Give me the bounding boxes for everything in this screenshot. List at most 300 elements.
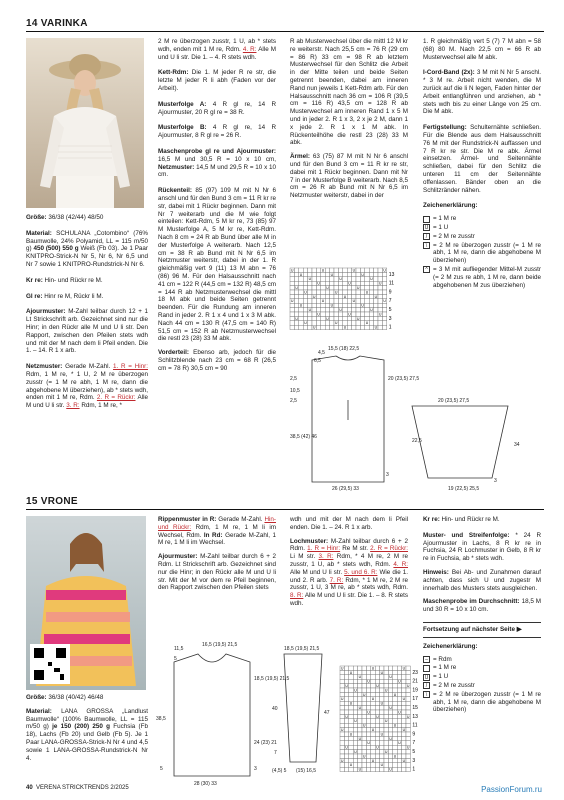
chart-cell	[290, 303, 294, 307]
chart-cell	[308, 316, 312, 320]
chart-cell	[369, 321, 373, 325]
chart-cell	[340, 706, 344, 710]
chart-cell	[352, 303, 356, 307]
chart-cell	[393, 679, 397, 683]
chart-cell	[338, 312, 342, 316]
netz-text: Alle M und U li str. Die 1. – 4. R stets wdh.	[158, 45, 277, 61]
chart-cell	[397, 684, 401, 688]
chart-cell	[360, 321, 364, 325]
chart-cell	[371, 684, 375, 688]
chart-cell	[397, 670, 401, 674]
chart-cell	[375, 697, 379, 701]
chart-row-label: 9	[412, 731, 416, 738]
dim-label: 19 (22,5) 25,5	[448, 486, 480, 492]
chart-cell	[299, 312, 303, 316]
chart-cell	[294, 308, 298, 312]
material-amount: 450 (500) 550 g	[33, 245, 79, 253]
chart-cell	[388, 732, 392, 736]
row-marker: Hin- und Rückr:	[158, 516, 276, 531]
netz-text: Rdm, 1 M re, *	[81, 402, 122, 410]
gauge-text-2: 14,5 M und 29,5 R = 10 x 10 cm.	[158, 163, 277, 179]
chart-symbol: U	[291, 268, 294, 273]
chart-cell	[353, 692, 357, 696]
legend-text: = 3 M mit aufliegender Mittel-M zusstr (= 2 M zus re abh, 1 M re, dann beide abgehobenen M zus überziehen)	[433, 265, 541, 289]
sleeve-text: 63 (75) 87 M mit N Nr 6 anschl und für den Bund 3 cm = 11 R kr re str, dabei mit 1 Rückr beginnen. Dann mit Nr 7 in der Musterfolge B weiterarb. Nach 8,5 cm = 26 R ab Bund mit N Nr 6,5 im Netzmuster weiterstr, dabei in der	[290, 153, 408, 200]
chart-cell	[388, 701, 392, 705]
chart-cell	[365, 316, 369, 320]
chart-row-label: 9	[388, 289, 392, 296]
chart-cell	[380, 750, 384, 754]
chart-symbol: U	[393, 692, 397, 697]
chart-cell	[299, 294, 303, 298]
size-label: Größe:	[26, 214, 47, 221]
mfa-text: 4 R gl re, 14 R Ajourmuster, 20 R gl re = 38 R.	[158, 100, 276, 116]
chart-cell	[402, 692, 406, 696]
chart-cell	[406, 767, 410, 771]
chart-cell	[380, 710, 384, 714]
chart-symbol: U	[402, 758, 406, 763]
material-text: SCHULANA „Cotombino“ (76% Baumwolle, 24% Polyamid, LL = 115 m/50 g)	[26, 229, 148, 253]
chart-symbol: U	[385, 688, 388, 693]
chart-cell	[402, 706, 406, 710]
chart-cell	[388, 670, 392, 674]
chart-cell	[371, 719, 375, 723]
chart-cell	[290, 277, 294, 281]
chart-cell	[312, 316, 316, 320]
chart-cell	[343, 303, 347, 307]
chart-cell	[353, 701, 357, 705]
chart-cell	[321, 308, 325, 312]
chart-cell	[375, 754, 379, 758]
icord-label: I-Cord-Band (2x):	[423, 69, 475, 77]
chart-cell	[340, 710, 344, 714]
chart-symbol: U	[308, 308, 312, 312]
chart-cell	[344, 666, 348, 670]
chart-cell	[388, 763, 392, 767]
chart-cell	[378, 325, 382, 329]
watermark: PassionForum.ru	[481, 785, 542, 794]
chart-cell	[393, 710, 397, 714]
chart-cell	[375, 670, 379, 674]
chart-cell	[349, 706, 353, 710]
chart-cell	[362, 710, 366, 714]
chart-cell	[325, 308, 329, 312]
chart-cell	[388, 754, 392, 758]
chart-cell	[352, 290, 356, 294]
chart-cell	[290, 281, 294, 285]
chart-symbol: U	[358, 675, 362, 680]
chart-cell	[388, 741, 392, 745]
chart-cell	[397, 763, 401, 767]
chart-cell	[352, 325, 356, 329]
chart-cell	[340, 684, 344, 688]
legend-vrone	[423, 656, 541, 715]
chart-cell	[365, 308, 369, 312]
chart-cell	[344, 767, 348, 771]
chart-cell	[316, 290, 320, 294]
chart-cell	[347, 321, 351, 325]
chart-cell	[388, 719, 392, 723]
chart-cell	[374, 299, 378, 303]
chart-cell	[334, 316, 338, 320]
legend-item	[423, 656, 541, 664]
chart-cell	[347, 290, 351, 294]
chart-cell	[406, 750, 410, 754]
chart-cell	[397, 732, 401, 736]
chart-cell	[402, 670, 406, 674]
chart-symbol: U	[385, 750, 388, 754]
section-title: 14 VARINKA	[26, 18, 88, 29]
chart-cell	[340, 754, 344, 758]
section-title: 15 VRONE	[26, 496, 78, 507]
chart-cell	[330, 294, 334, 298]
vrone-col3	[290, 516, 408, 613]
chart-cell	[360, 325, 364, 329]
chart-cell	[393, 701, 397, 705]
chart-cell	[358, 758, 362, 762]
chart-cell	[374, 321, 378, 325]
lace-text: Rdm, * 1 M re, 2 M re zusstr, 1 U, 3 M re, ab * stets wdh, Rdm.	[290, 576, 409, 592]
rib-text: Gerade M-Zahl.	[218, 516, 263, 523]
chart-cell	[388, 710, 392, 714]
chart-cell	[375, 723, 379, 727]
chart-cell	[362, 719, 366, 723]
legend-title: Zeichenerklärung:	[423, 202, 478, 210]
chart-row-label: 13	[388, 271, 395, 278]
chart-cell	[397, 701, 401, 705]
chart-cell	[299, 290, 303, 294]
chart-cell	[340, 745, 344, 749]
chart-cell	[358, 732, 362, 736]
chart-cell	[303, 308, 307, 312]
legend-symbol	[423, 665, 430, 672]
chart-symbol: U	[380, 670, 384, 675]
chart-cell	[356, 308, 360, 312]
chart-cell	[375, 763, 379, 767]
chart-cell	[382, 321, 386, 325]
chart-symbol: U	[389, 767, 392, 772]
chart-cell	[294, 303, 298, 307]
note-label: Hinweis:	[423, 568, 449, 576]
chart-row-label: 19	[412, 687, 418, 694]
stitch-chart-vrone	[340, 666, 418, 780]
chart-cell	[384, 710, 388, 714]
chart-symbol: U	[371, 666, 375, 671]
chart-cell	[356, 268, 360, 272]
chart-symbol: U	[354, 750, 357, 754]
front-text-cont: R ab Musterwechsel über die mittl 12 M kr re weiterstr. Nach 25,5 cm = 76 R (29 cm = 86 R) 33 cm = 98 R ab letztem Musterwechsel für den Schlitz die Arbeit in der Mitte teilen und beide Seiten getrennt beenden, dabei am inneren Rand nun jeweils 1 Kett-Rdm arb. Für den Halsausschnitt nach 36 cm = 106 R (39,5 cm = 116 R) 43,5 cm = 128 R ab Musterwechsel am inneren Rand 1 x 5 M und in jeder 2. R 1 x 3, 2 x je 2 M, dann 1 x jede 2. R 1 x 1 M abk. In Rückenteilhöhe die restl 23 (28) 33 M abk.	[290, 38, 408, 147]
rib-text: Gerade M-Zahl, 1 M re, 1 M li im Wechsel.	[158, 531, 277, 547]
dim-label: 11,5	[174, 646, 184, 652]
dim-label: 47	[324, 710, 330, 716]
chart-symbol: U	[357, 286, 360, 290]
row-marker: 1. R = Hinr:	[307, 545, 341, 553]
chart-cell	[382, 294, 386, 298]
chart-cell	[303, 303, 307, 307]
dim-label: 4,5	[318, 350, 325, 356]
front-label: Vorderteil:	[158, 349, 190, 357]
chart-cell	[338, 299, 342, 303]
chart-cell	[380, 679, 384, 683]
chart-cell	[344, 701, 348, 705]
chart-row-label: 13	[412, 713, 418, 720]
model-photo-vrone	[26, 516, 146, 690]
lace-text: Alle M und U li str. Die 1. – 8. R stets wdh.	[290, 592, 408, 607]
chart-cell	[303, 299, 307, 303]
chart-cell	[380, 706, 384, 710]
chart-symbol: U	[393, 723, 397, 728]
dim-label: 26 (29,5) 33	[332, 486, 359, 492]
chart-symbol: U	[352, 299, 356, 304]
chart-cell	[330, 316, 334, 320]
chart-row-label: 1	[388, 324, 392, 331]
chart-cell	[349, 697, 353, 701]
chart-cell	[374, 268, 378, 272]
chart-cell	[352, 308, 356, 312]
chart-symbol: U	[380, 732, 384, 737]
chart-cell	[347, 286, 351, 290]
chart-cell	[375, 741, 379, 745]
chart-cell	[356, 281, 360, 285]
chart-cell	[380, 754, 384, 758]
chart-cell	[340, 723, 344, 727]
chart-cell	[393, 767, 397, 771]
chart-cell	[371, 714, 375, 718]
chart-cell	[349, 679, 353, 683]
kr-text: Hin- und Rückr re M.	[44, 276, 103, 284]
legend-item	[423, 673, 541, 681]
chart-symbol: U	[385, 719, 388, 724]
chart-cell	[388, 750, 392, 754]
chart-cell	[366, 692, 370, 696]
size-value: 36/38 (40/42) 46/48	[48, 694, 104, 701]
chart-cell	[358, 666, 362, 670]
chart-cell	[382, 272, 386, 276]
magazine-name: VERENA STRICKTRENDS 2/2025	[36, 785, 129, 791]
dim-label: 5	[160, 766, 163, 772]
chart-cell	[382, 308, 386, 312]
ajour-text: M-Zahl teilbar durch 12 + 1 Lt Strickschrift arb. Gezeichnet sind nur die Hinr; in den Rückr alle M und U li str. Den Rapport, zwischen den Pfeilen stets wdh und mit der M nach dem li Pfeil enden. Die 1. – 14. R 1 x arb.	[26, 308, 148, 355]
sleeve-text-cont: 1. R gleichmäßig vert 5 (7) 7 M abn = 58 (68) 80 M. Nach 22,5 cm = 66 R ab Musterwechsel alle M abk.	[423, 38, 541, 61]
chart-cell	[362, 697, 366, 701]
chart-cell	[334, 268, 338, 272]
chart-cell	[330, 281, 334, 285]
chart-symbol: U	[354, 719, 357, 724]
gauge-text: 18,5 M und 30 R = 10 x 10 cm.	[423, 598, 542, 614]
chart-cell	[371, 710, 375, 714]
chart-cell	[371, 763, 375, 767]
chart-cell	[365, 277, 369, 281]
chart-cell	[406, 763, 410, 767]
chart-cell	[343, 290, 347, 294]
chart-symbol: U	[393, 754, 397, 759]
chart-cell	[349, 714, 353, 718]
chart-cell	[347, 303, 351, 307]
chart-cell	[347, 294, 351, 298]
chart-cell	[388, 697, 392, 701]
dim-label: (15) 16,5	[296, 768, 317, 774]
chart-cell	[369, 312, 373, 316]
chart-cell	[338, 303, 342, 307]
chart-cell	[340, 714, 344, 718]
chart-row-label: 1	[412, 766, 416, 773]
chart-cell	[366, 684, 370, 688]
chart-cell	[353, 666, 357, 670]
chart-cell	[374, 281, 378, 285]
chart-cell	[325, 290, 329, 294]
legend-text: = 2 M re zusstr	[433, 681, 475, 689]
dim-label: 18,5 (19,5) 21,5	[284, 646, 320, 652]
chart-cell	[382, 286, 386, 290]
material-label: Material:	[26, 229, 52, 237]
chart-cell	[338, 325, 342, 329]
chart-cell	[382, 281, 386, 285]
chart-cell	[308, 312, 312, 316]
dim-label: 2,5	[290, 398, 297, 404]
chart-cell	[366, 732, 370, 736]
chart-cell	[353, 736, 357, 740]
chart-symbol: U	[357, 316, 360, 321]
chart-symbol: U	[402, 728, 406, 732]
legend-symbol: /	[423, 233, 430, 240]
chart-cell	[349, 710, 353, 714]
chart-cell	[374, 316, 378, 320]
chart-cell	[303, 312, 307, 316]
chart-cell	[366, 750, 370, 754]
chart-cell	[406, 675, 410, 679]
chart-cell	[380, 684, 384, 688]
chart-cell	[369, 299, 373, 303]
chart-cell	[362, 679, 366, 683]
chart-cell	[378, 321, 382, 325]
chart-symbol: U	[317, 312, 320, 317]
dim-label: 3	[254, 766, 257, 772]
chart-cell	[388, 684, 392, 688]
schematic-sleeve-vrone	[270, 644, 336, 784]
chart-cell	[340, 688, 344, 692]
chart-cell	[371, 736, 375, 740]
chart-cell	[353, 684, 357, 688]
chart-cell	[375, 710, 379, 714]
chart-cell	[352, 281, 356, 285]
chart-cell	[344, 750, 348, 754]
chart-cell	[374, 303, 378, 307]
chart-cell	[362, 741, 366, 745]
chart-cell	[384, 723, 388, 727]
chart-cell	[349, 736, 353, 740]
chart-cell	[352, 316, 356, 320]
chart-cell	[388, 728, 392, 732]
chart-cell	[343, 299, 347, 303]
dim-label: 24 (23) 21	[254, 740, 277, 746]
chart-cell	[380, 675, 384, 679]
chart-symbol: U	[365, 321, 369, 326]
chart-cell	[360, 294, 364, 298]
chart-symbol: U	[345, 684, 348, 688]
chart-cell	[365, 286, 369, 290]
chart-cell	[358, 688, 362, 692]
chart-cell	[371, 692, 375, 696]
chart-cell	[299, 299, 303, 303]
chart-cell	[353, 670, 357, 674]
section-header-vrone	[26, 496, 544, 510]
chart-row-label: 15	[412, 705, 418, 711]
varinka-col4	[423, 38, 541, 290]
chart-cell	[347, 316, 351, 320]
size-value: 36/38 (42/44) 48/50	[48, 214, 104, 221]
chart-cell	[352, 272, 356, 276]
chart-symbol: U	[348, 312, 351, 317]
chart-cell	[294, 294, 298, 298]
chart-cell	[384, 745, 388, 749]
chart-symbol: U	[398, 741, 401, 746]
chart-cell	[393, 719, 397, 723]
chart-cell	[362, 684, 366, 688]
chart-cell	[366, 675, 370, 679]
chart-cell	[393, 728, 397, 732]
chart-cell	[343, 312, 347, 316]
chart-cell	[349, 745, 353, 749]
dim-label: 20 (23,5) 27,5	[388, 376, 420, 382]
material-label: Material:	[26, 707, 52, 715]
chart-cell	[375, 736, 379, 740]
chart-cell	[312, 308, 316, 312]
chart-cell	[378, 290, 382, 294]
chart-cell	[308, 290, 312, 294]
chart-cell	[362, 763, 366, 767]
chart-cell	[365, 294, 369, 298]
chart-cell	[353, 754, 357, 758]
chart-cell	[362, 701, 366, 705]
chart-row-label: 7	[388, 298, 392, 305]
lace-text: Wie die 1. und 2. R arb.	[290, 568, 408, 584]
rib-rd-label: In Rd:	[203, 531, 223, 539]
chart-symbol: U	[348, 281, 351, 286]
chart-cell	[374, 290, 378, 294]
chart-symbol: U	[402, 666, 406, 671]
chart-cell	[362, 706, 366, 710]
chart-cell	[316, 268, 320, 272]
chart-cell	[384, 754, 388, 758]
chart-cell	[316, 308, 320, 312]
chart-cell	[378, 308, 382, 312]
chart-cell	[369, 290, 373, 294]
chart-cell	[369, 286, 373, 290]
chart-symbol: U	[313, 325, 316, 330]
chart-cell	[371, 767, 375, 771]
chart-cell	[388, 714, 392, 718]
chart-cell	[384, 736, 388, 740]
chart-cell	[321, 277, 325, 281]
chart-symbol: U	[370, 277, 373, 282]
schematic-body-varinka	[288, 340, 420, 492]
chart-cell	[344, 719, 348, 723]
chart-symbol: U	[341, 666, 344, 671]
chart-cell	[360, 286, 364, 290]
chart-symbol: U	[358, 767, 362, 772]
kr-label: Kr re:	[26, 276, 43, 284]
chart-cell	[393, 666, 397, 670]
chart-cell	[380, 767, 384, 771]
chart-row-label: 5	[412, 749, 416, 755]
chart-cell	[360, 308, 364, 312]
chart-symbol: U	[380, 763, 384, 768]
dim-label: 3	[386, 472, 389, 478]
chart-cell	[393, 675, 397, 679]
chart-cell	[358, 679, 362, 683]
chart-cell	[393, 763, 397, 767]
chart-cell	[397, 692, 401, 696]
